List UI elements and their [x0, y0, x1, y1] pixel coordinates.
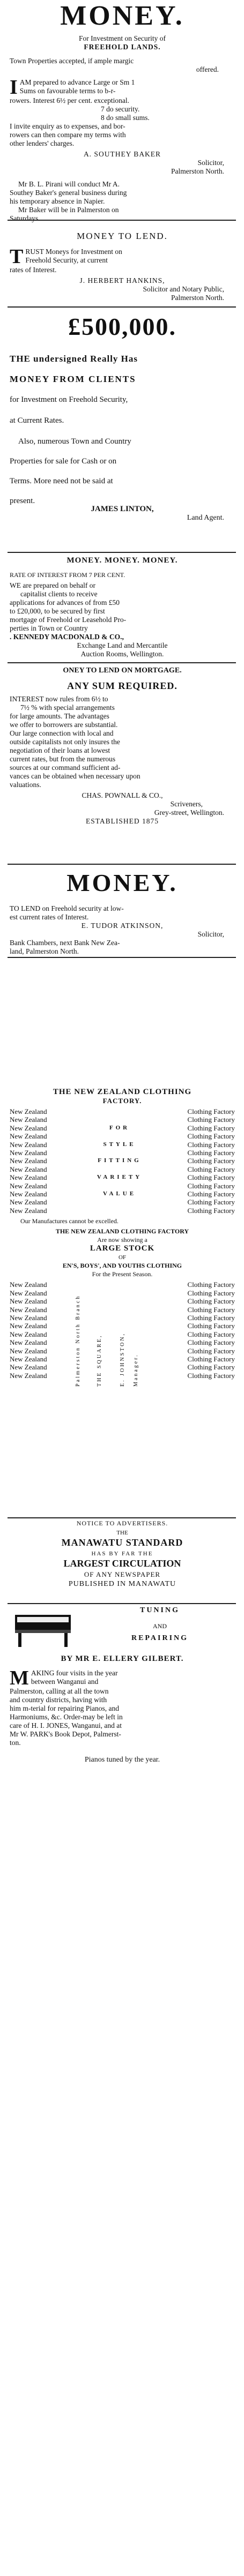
- manager-label: Manager.: [133, 1353, 139, 1387]
- factory-row-right: Clothing Factory: [187, 1313, 235, 1322]
- factory-row-mid: VARIETY: [97, 1174, 143, 1181]
- text-line: between Wanganui and: [31, 1678, 99, 1686]
- factory-row-right: Clothing Factory: [187, 1107, 235, 1115]
- headline: MONEY. MONEY. MONEY.: [66, 556, 178, 565]
- factory-row-right: Clothing Factory: [187, 1206, 235, 1215]
- factory-row-right: Clothing Factory: [187, 1157, 235, 1165]
- factory-row-right: Clothing Factory: [187, 1132, 235, 1141]
- text-line: Solicitor,: [197, 159, 224, 167]
- text-line: EN'S, BOYS', AND YOUTHS CLOTHING: [62, 1262, 182, 1270]
- factory-row: [10, 1149, 235, 1157]
- text-line: mortgage of Freehold or Leasehold Pro-: [10, 616, 127, 624]
- text-line: Palmerston, calling at all the town: [10, 1687, 109, 1695]
- factory-row: [10, 1173, 235, 1181]
- signature: CHAS. POWNALL & CO.,: [82, 791, 163, 799]
- factory-row-mid: [87, 1207, 152, 1215]
- branch-label: Palmerston North Branch: [75, 1295, 81, 1387]
- text-line: Freehold Security, at current: [25, 256, 108, 264]
- factory-row-left: New Zealand: [10, 1149, 47, 1157]
- text-line: and country districts, having with: [10, 1696, 107, 1704]
- divider: [8, 220, 236, 221]
- text-line: his temporary absence in Napier.: [10, 197, 105, 205]
- dropcap: I: [10, 76, 18, 99]
- text-line: Scriveners,: [170, 800, 203, 808]
- signature: JAMES LINTON,: [91, 505, 154, 513]
- text-line: present.: [10, 497, 35, 505]
- text-line: THE NEW ZEALAND CLOTHING FACTORY: [55, 1227, 189, 1235]
- factory-row-right: Clothing Factory: [187, 1280, 235, 1289]
- text-line: Land Agent.: [187, 514, 224, 522]
- factory-row-right: Clothing Factory: [187, 1181, 235, 1190]
- factory-row-mid: [87, 1115, 152, 1124]
- text-line: OF ANY NEWSPAPER: [84, 1570, 161, 1578]
- signature: J. HERBERT HANKINS,: [79, 276, 165, 284]
- factory-row-left: New Zealand: [10, 1115, 47, 1124]
- factory-row-right: Clothing Factory: [187, 1124, 235, 1132]
- headline: ONEY TO LEND ON MORTGAGE.: [63, 667, 182, 675]
- factory-row-right: Clothing Factory: [187, 1330, 235, 1338]
- divider: [8, 306, 236, 308]
- text-line: vances can be obtained when necessary upon: [10, 772, 141, 780]
- text-line: INTEREST now rules from 6½ to: [10, 695, 108, 703]
- factory-row: [10, 1124, 235, 1132]
- dropcap: M: [10, 1667, 29, 1689]
- text-line: Mr W. PARK's Book Depot, Palmerst-: [10, 1730, 121, 1738]
- text-line: perties in Town or Country: [10, 624, 88, 632]
- text-line: we offer to borrowers are substantial.: [10, 721, 118, 729]
- text-line: Harmoniums, &c. Order-may be left in: [10, 1713, 123, 1721]
- text-line: RUST Moneys for Investment on: [25, 248, 122, 256]
- text-line: Town Properties accepted, if ample margic: [10, 57, 134, 65]
- factory-row-left: New Zealand: [10, 1338, 47, 1347]
- divider: [8, 662, 236, 663]
- text-line: Mr B. L. Pirani will conduct Mr A.: [18, 180, 120, 188]
- ad-clothing-factory: [10, 1088, 235, 1388]
- text-line: HAS BY FAR THE: [91, 1551, 153, 1557]
- text-line: THE: [116, 1530, 128, 1536]
- text-line: LARGE STOCK: [90, 1244, 155, 1253]
- text-line: OF: [118, 1254, 127, 1261]
- factory-row-left: New Zealand: [10, 1297, 47, 1306]
- text-line: for large amounts. The advantages: [10, 712, 109, 720]
- signature: A. SOUTHEY BAKER: [83, 150, 161, 158]
- factory-row-right: Clothing Factory: [187, 1140, 235, 1149]
- text-line: REPAIRING: [131, 1634, 189, 1642]
- text-line: negotiation of their loans at lowest: [10, 746, 110, 754]
- text-line: Bank Chambers, next Bank New Zea-: [10, 939, 120, 947]
- text-line: outside capitalists not only insures the: [10, 738, 120, 746]
- factory-row-left: New Zealand: [10, 1305, 47, 1314]
- text-line: AM prepared to advance Large or Sm 1: [19, 78, 135, 86]
- factory-row-right: Clothing Factory: [187, 1322, 235, 1330]
- factory-row: [10, 1141, 235, 1149]
- text-line: Saturdays.: [10, 214, 40, 222]
- text-line: AND: [153, 1622, 167, 1630]
- text-line: rowers. Interest 6½ per cent. exceptional.: [10, 96, 130, 104]
- text-line: Auction Rooms, Wellington.: [80, 650, 164, 658]
- factory-row-mid: STYLE: [103, 1141, 136, 1148]
- headline: MONEY TO LEND.: [77, 231, 168, 241]
- dropcap: T: [10, 245, 24, 268]
- text-line: other lenders' charges.: [10, 139, 75, 147]
- factory-row-left: New Zealand: [10, 1157, 47, 1165]
- text-line: . KENNEDY MACDONALD & CO.,: [10, 633, 124, 641]
- text-line: THE undersigned Really Has: [10, 354, 138, 364]
- text-line: rowers can then compare my terms with: [10, 131, 126, 139]
- headline: MONEY.: [60, 1, 184, 31]
- text-line: Palmerston North.: [171, 294, 224, 302]
- ad-money-macdonald: [10, 556, 235, 658]
- factory-rows: [10, 1107, 235, 1215]
- factory-row: [10, 1132, 235, 1140]
- text-line: for Investment on Freehold Security,: [10, 395, 128, 404]
- text-line: Pianos tuned by the year.: [84, 1756, 160, 1764]
- factory-row-right: Clothing Factory: [187, 1149, 235, 1157]
- text-line: capitalist clients to receive: [20, 590, 98, 598]
- factory-row-right: Clothing Factory: [187, 1297, 235, 1306]
- headline: THE NEW ZEALAND CLOTHING: [53, 1088, 192, 1096]
- text-line: Solicitor and Notary Public,: [143, 285, 224, 293]
- text-line: AKING four visits in the year: [31, 1669, 118, 1677]
- text-line: PUBLISHED IN MANAWATU: [68, 1580, 176, 1588]
- text-line: care of H. I. JONES, Wanganui, and at: [10, 1721, 122, 1729]
- text-line: MANAWATU STANDARD: [61, 1537, 183, 1548]
- factory-row-left: New Zealand: [10, 1181, 47, 1190]
- factory-row: [10, 1190, 235, 1198]
- text-line: offered.: [196, 65, 219, 73]
- factory-row-left: New Zealand: [10, 1190, 47, 1199]
- headline: FACTORY.: [102, 1097, 142, 1105]
- text-line: I invite enquiry as to expenses, and bor-: [10, 122, 125, 130]
- factory-row-mid: [87, 1198, 152, 1206]
- factory-row-right: Clothing Factory: [187, 1190, 235, 1199]
- factory-row-right: Clothing Factory: [187, 1198, 235, 1207]
- factory-row-left: New Zealand: [10, 1313, 47, 1322]
- text-line: est current rates of Interest.: [10, 913, 89, 921]
- ad-money-hankins: [10, 230, 235, 302]
- factory-row-mid: [87, 1182, 152, 1190]
- text-line: FREEHOLD LANDS.: [84, 43, 161, 51]
- factory-row-mid: [87, 1107, 152, 1115]
- factory-row: [10, 1182, 235, 1190]
- text-line: Also, numerous Town and Country: [18, 437, 131, 446]
- factory-row-left: New Zealand: [10, 1371, 47, 1380]
- text-line: Sums on favourable terms to b-r-: [19, 87, 116, 95]
- factory-row-right: Clothing Factory: [187, 1371, 235, 1380]
- factory-row-right: Clothing Factory: [187, 1305, 235, 1314]
- text-line: Our Manufactures cannot be excelled.: [20, 1217, 119, 1225]
- text-line: sources at our command sufficient ad-: [10, 763, 121, 772]
- text-line: WE are prepared on behalf or: [10, 581, 96, 589]
- factory-row-left: New Zealand: [10, 1346, 47, 1355]
- text-line: MONEY FROM CLIENTS: [10, 374, 136, 384]
- factory-row-right: Clothing Factory: [187, 1354, 235, 1363]
- text-line: rates of Interest.: [10, 266, 57, 274]
- divider: [8, 1603, 236, 1604]
- text-line: valuations.: [10, 781, 41, 789]
- factory-row-left: New Zealand: [10, 1206, 47, 1215]
- text-line: NOTICE TO ADVERTISERS.: [76, 1519, 168, 1527]
- text-line: ESTABLISHED 1875: [85, 817, 159, 825]
- factory-row-mid: [87, 1132, 152, 1140]
- factory-row-left: New Zealand: [10, 1280, 47, 1289]
- factory-row-left: New Zealand: [10, 1173, 47, 1182]
- divider: [8, 864, 236, 865]
- factory-row-mid: [87, 1165, 152, 1173]
- factory-row: [10, 1207, 235, 1215]
- text-line: Southey Baker's general business during: [10, 189, 127, 197]
- factory-row-right: Clothing Factory: [187, 1346, 235, 1355]
- ad-piano-tuning: [10, 1606, 235, 1764]
- factory-row-mid: FOR: [109, 1124, 130, 1131]
- text-line: Properties for sale for Cash or on: [10, 457, 117, 466]
- factory-row-mid: FITTING: [98, 1157, 142, 1164]
- factory-row-left: New Zealand: [10, 1165, 47, 1173]
- factory-row: [10, 1157, 235, 1165]
- factory-row-right: Clothing Factory: [187, 1363, 235, 1372]
- text-line: Palmerston North.: [171, 167, 224, 175]
- factory-row: [10, 1107, 235, 1115]
- text-line: LARGEST CIRCULATION: [63, 1558, 181, 1569]
- ad-money-baker: [10, 0, 235, 223]
- factory-row-left: New Zealand: [10, 1354, 47, 1363]
- text-line: current rates, but from the numerous: [10, 755, 116, 763]
- address-label: THE SQUARE,: [97, 1334, 102, 1387]
- text-line: ton.: [10, 1739, 21, 1747]
- text-line: TO LEND on Freehold security at low-: [10, 904, 124, 912]
- ad-500000-linton: [10, 312, 235, 522]
- text-line: land, Palmerston North.: [10, 947, 79, 955]
- text-line: Mr Baker will be in Palmerston on: [18, 206, 119, 214]
- factory-row-left: New Zealand: [10, 1124, 47, 1132]
- text-line: 7 do security.: [101, 105, 140, 113]
- factory-row-left: New Zealand: [10, 1322, 47, 1330]
- factory-row-right: Clothing Factory: [187, 1338, 235, 1347]
- ad-pownall: [10, 667, 235, 826]
- factory-row-left: New Zealand: [10, 1107, 47, 1115]
- factory-row-left: New Zealand: [10, 1132, 47, 1141]
- factory-row-left: New Zealand: [10, 1198, 47, 1207]
- text-line: applications for advances of from £50: [10, 598, 120, 606]
- factory-row-right: Clothing Factory: [187, 1289, 235, 1297]
- text-line: TUNING: [139, 1606, 180, 1614]
- text-line: Are now showing a: [97, 1236, 147, 1244]
- text-line: For the Present Season.: [92, 1270, 153, 1278]
- text-line: at Current Rates.: [10, 416, 64, 425]
- headline: MONEY.: [66, 869, 178, 896]
- factory-row-right: Clothing Factory: [187, 1165, 235, 1173]
- divider: [8, 957, 236, 958]
- piano-icon: [14, 1612, 73, 1649]
- text-line: Our large connection with local and: [10, 729, 114, 737]
- factory-row: [10, 1115, 235, 1124]
- text-line: Exchange Land and Mercantile: [77, 641, 168, 649]
- text-line: him m-terial for repairing Pianos, and: [10, 1704, 119, 1712]
- text-line: Grey-street, Wellington.: [154, 808, 224, 817]
- factory-row-left: New Zealand: [10, 1330, 47, 1338]
- factory-row-left: New Zealand: [10, 1289, 47, 1297]
- divider: [8, 1517, 236, 1518]
- text-line: BY MR E. ELLERY GILBERT.: [61, 1654, 184, 1663]
- factory-row-mid: VALUE: [102, 1190, 137, 1197]
- factory-row-mid: [87, 1149, 152, 1157]
- factory-row-left: New Zealand: [10, 1363, 47, 1372]
- text-line: 8 do small sums.: [101, 114, 150, 122]
- text-line: For Investment on Security of: [79, 34, 166, 42]
- subheadline: ANY SUM REQUIRED.: [67, 680, 178, 691]
- text-line: to £20,000, to be secured by first: [10, 607, 105, 615]
- factory-row-left: New Zealand: [10, 1140, 47, 1149]
- text-line: Solicitor,: [197, 930, 224, 938]
- factory-row-right: Clothing Factory: [187, 1115, 235, 1124]
- signature: E. TUDOR ATKINSON,: [81, 922, 164, 930]
- text-line: RATE OF INTEREST FROM 7 PER CENT.: [10, 571, 125, 579]
- text-line: 7½ % with special arrangements: [20, 703, 115, 712]
- factory-row: [10, 1198, 235, 1206]
- factory-row: [10, 1165, 235, 1173]
- divider: [8, 552, 236, 553]
- ad-manawatu-standard: [10, 1519, 235, 1589]
- text-line: Terms. More need not be said at: [10, 477, 113, 485]
- manager-name: E. JOHNSTON,: [120, 1332, 125, 1387]
- factory-row-right: Clothing Factory: [187, 1173, 235, 1182]
- headline: £500,000.: [68, 313, 176, 340]
- ad-money-atkinson: [10, 868, 235, 956]
